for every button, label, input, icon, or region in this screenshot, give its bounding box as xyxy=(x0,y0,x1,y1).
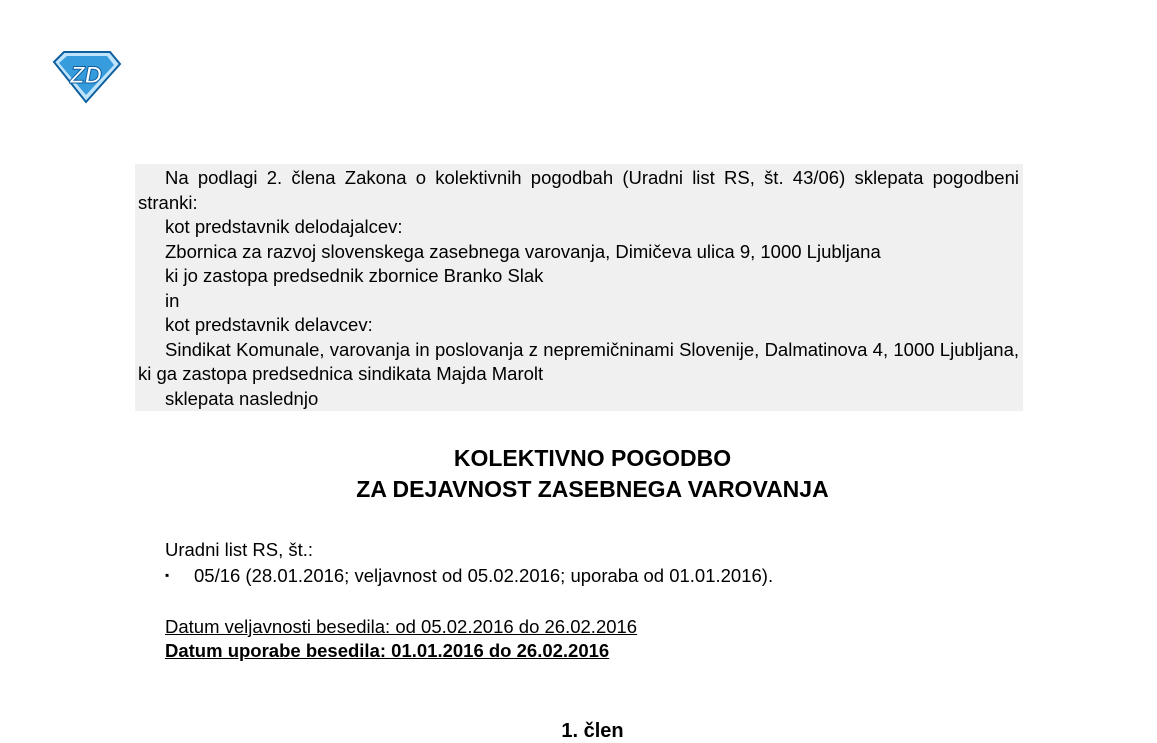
intro-line: kot predstavnik delodajalcev: xyxy=(165,216,403,237)
article-heading: 1. člen xyxy=(561,720,624,742)
intro-line: in xyxy=(165,289,180,311)
document-title-line-2: ZA DEJAVNOST ZASEBNEGA VAROVANJA xyxy=(356,476,829,502)
publication-entry-text: 05/16 (28.01.2016; veljavnost od 05.02.2016; uporaba od 01.01.2016). xyxy=(194,565,774,586)
intro-line: Na podlagi 2. člena Zakona o kolektivnih pogodbah (Uradni list RS, št. 43/06) sklepata pogodbeni stranki: xyxy=(138,167,1019,213)
intro-paragraphs xyxy=(138,166,1019,411)
zbornica-logo-icon xyxy=(50,50,122,104)
publication-label: Uradni list RS, št.: xyxy=(165,539,314,560)
intro-line: Sindikat Komunale, varovanja in poslovanja z nepremičninami Slovenije, Dalmatinova 4, 1000 Ljubljana, ki ga zastopa predsednica sindikata Majda Marolt xyxy=(138,338,1019,384)
logo-letters: ZD xyxy=(70,62,102,89)
intro-line: Zbornica za razvoj slovenskega zasebnega varovanja, Dimičeva ulica 9, 1000 Ljubljana xyxy=(165,240,881,262)
usage-date-text: Datum uporabe besedila: 01.01.2016 do 26.02.2016 xyxy=(165,640,610,661)
intro-line: kot predstavnik delavcev: xyxy=(165,314,373,335)
intro-line: ki jo zastopa predsednik zbornice Branko Slak xyxy=(165,265,544,286)
document-title-line-1: KOLEKTIVNO POGODBO xyxy=(453,445,732,471)
square-bullet-icon: ▪ xyxy=(165,568,170,582)
zbornica-logo xyxy=(50,50,122,104)
publication-entry xyxy=(165,563,773,589)
intro-line: sklepata naslednjo xyxy=(165,387,319,409)
validity-date-text: Datum veljavnosti besedila: od 05.02.2016 do 26.02.2016 xyxy=(165,616,638,637)
